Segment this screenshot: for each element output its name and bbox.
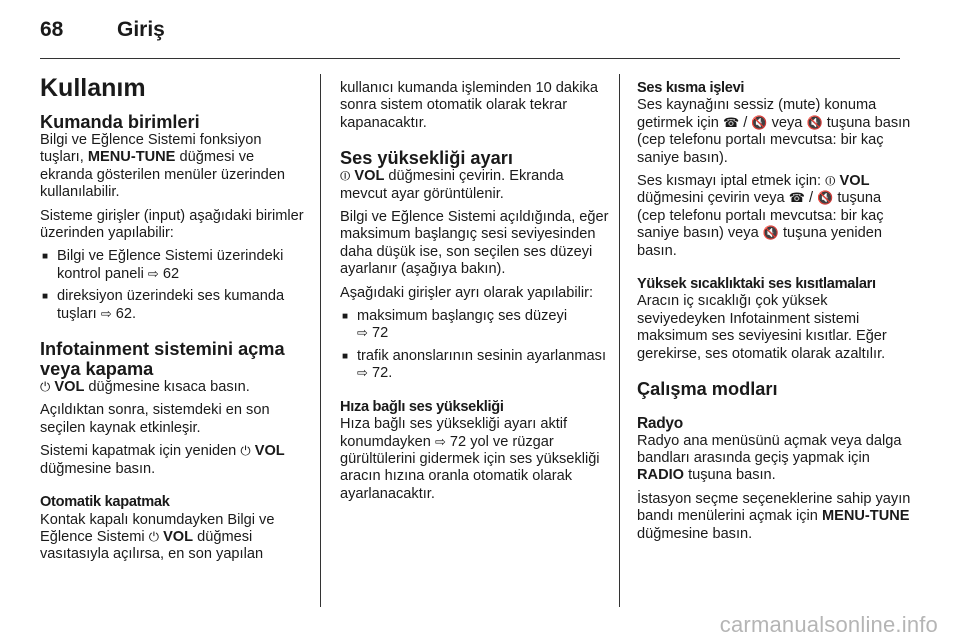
heading-ses-kisma: Ses kısma işlevi (637, 80, 745, 96)
list-item: ■ maksimum başlangıç ses düzeyi ⇨ 72 (340, 308, 610, 343)
power-small-icon: ⏼ (340, 169, 351, 185)
menu-tune-label: MENU-TUNE (821, 508, 910, 525)
vol-label: VOL (354, 168, 385, 185)
paragraph: Kontak kapalı konumdayken Bilgi ve Eğlence Sistemi ⏻ VOL düğmesi vasıtasıyla açılırsa, en son yapılan (40, 511, 275, 563)
column-1 (40, 74, 308, 570)
column-3 (637, 80, 912, 549)
page-number: 68 (40, 18, 64, 41)
power-icon: ⏻ (148, 529, 159, 545)
paragraph: Bilgi ve Eğlence Sistemi açıldığında, eğer maksimum başlangıç sesi seviyesinden daha düşük ise, son seçilen ses düzeyi ayarlanır (aşağıya bakın). (340, 209, 609, 278)
vol-label: VOL (163, 528, 194, 545)
arrow-icon: ⇨ (100, 306, 112, 322)
watermark: carmanualsonline.info (719, 612, 938, 637)
mute-icon: 🔇 (751, 115, 768, 131)
paragraph: Aracın iç sıcaklığı çok yüksek seviyedeyken Infotainment sistemi maksimum ses seviyesini kısıtlar. Eğer gerekirse, ses otomatik olarak azaltılır. (637, 293, 887, 362)
list-item: ■ Bilgi ve Eğlence Sistemi üzerindeki kontrol paneli ⇨ 62 (40, 248, 308, 283)
list-item: ■ trafik anonslarının sesinin ayarlanması ⇨ 72. (340, 348, 610, 383)
paragraph: Ses kaynağını sessiz (mute) konuma getirmek için ☎ / 🔇 veya 🔇 tuşuna basın (cep telefonu portalı mevcutsa: bir kaç saniye basın). (637, 97, 911, 166)
mute-icon: 🔇 (817, 191, 834, 207)
list-item: ■ direksiyon üzerindeki ses kumanda tuşları ⇨ 62. (40, 288, 308, 323)
paragraph: Radyo ana menüsünü açmak veya dalga bandları arasında geçiş yapmak için RADIO tuşuna basın. (637, 432, 902, 484)
paragraph: Açıldıktan sonra, sistemdeki en son seçilen kaynak etkinleşir. (40, 402, 270, 436)
column-divider-1 (320, 74, 321, 607)
paragraph: Bilgi ve Eğlence Sistemi fonksiyon tuşları, MENU-TUNE düğmesi ve ekranda gösterilen menüler üzerinden kullanılabilir. (40, 132, 286, 201)
paragraph: İstasyon seçme seçeneklerine sahip yayın bandı menülerini açmak için MENU-TUNE düğmesine basın. (637, 490, 911, 542)
heading-kumanda-birimleri: Kumanda birimleri (40, 112, 200, 132)
chapter-title: Giriş (117, 18, 165, 41)
paragraph: Sisteme girişler (input) aşağıdaki birimler üzerinden yapılabilir: (40, 207, 304, 242)
header-divider (40, 58, 900, 59)
heading-hiza-bagli-ses: Hıza bağlı ses yüksekliği (340, 398, 504, 415)
heading-otomatik-kapatmak: Otomatik kapatmak (40, 494, 170, 511)
arrow-icon: ⇨ (357, 366, 368, 382)
power-icon: ⏻ (40, 380, 51, 396)
vol-label: VOL (254, 443, 285, 460)
radio-label: RADIO (637, 467, 685, 484)
power-icon: ⏻ (240, 444, 251, 460)
paragraph: Aşağıdaki girişler ayrı olarak yapılabilir: (340, 284, 594, 301)
heading-radyo: Radyo (637, 415, 683, 433)
arrow-icon: ⇨ (434, 434, 446, 450)
heading-calisma-modlari: Çalışma modları (637, 379, 778, 400)
column-2 (340, 80, 610, 509)
mute-icon: 🔇 (806, 115, 823, 131)
bullet-list (40, 248, 308, 323)
mute-icon: 🔇 (762, 226, 779, 242)
menu-tune-label: MENU-TUNE (87, 149, 176, 166)
paragraph: kullanıcı kumanda işleminden 10 dakika sonra sistem otomatik olarak tekrar kapanacaktır. (340, 80, 598, 131)
vol-label: VOL (54, 379, 85, 396)
arrow-icon: ⇨ (357, 326, 368, 342)
column-divider-2 (619, 74, 620, 607)
heading-yuksek-sicaklik: Yüksek sıcaklıktaki ses kısıtlamaları (637, 276, 876, 293)
phone-icon: ☎ (788, 191, 805, 207)
arrow-icon: ⇨ (147, 266, 159, 282)
paragraph: ⏼ VOL düğmesini çevirin. Ekranda mevcut ayar görüntülenir. (340, 168, 564, 202)
section-title-kullanim: Kullanım (40, 74, 146, 102)
phone-icon: ☎ (722, 115, 740, 131)
bullet-list (340, 308, 610, 383)
paragraph: Hıza bağlı ses yüksekliği ayarı aktif konumdayken ⇨ 72 yol ve rüzgar gürültülerini gidermek için ses yüksekliği aracın hızına oranla otomatik olarak ayarlanacaktır. (340, 416, 600, 502)
paragraph: Sistemi kapatmak için yeniden ⏻ VOL düğmesine basın. (40, 443, 285, 477)
power-small-icon: ⏼ (825, 174, 836, 190)
heading-ses-yuksekligi: Ses yüksekliği ayarı (340, 148, 513, 169)
paragraph: ⏻ VOL düğmesine kısaca basın. (40, 379, 250, 396)
heading-infotainment-acma: Infotainment sistemini açma veya kapama (40, 339, 285, 380)
paragraph: Ses kısmayı iptal etmek için: ⏼ VOL düğmesini çevirin veya ☎ / 🔇 tuşuna (cep telefonu portalı mevcutsa: bir kaç saniye basın) veya 🔇 tuşuna yeniden basın. (637, 173, 884, 259)
vol-label: VOL (839, 173, 870, 190)
